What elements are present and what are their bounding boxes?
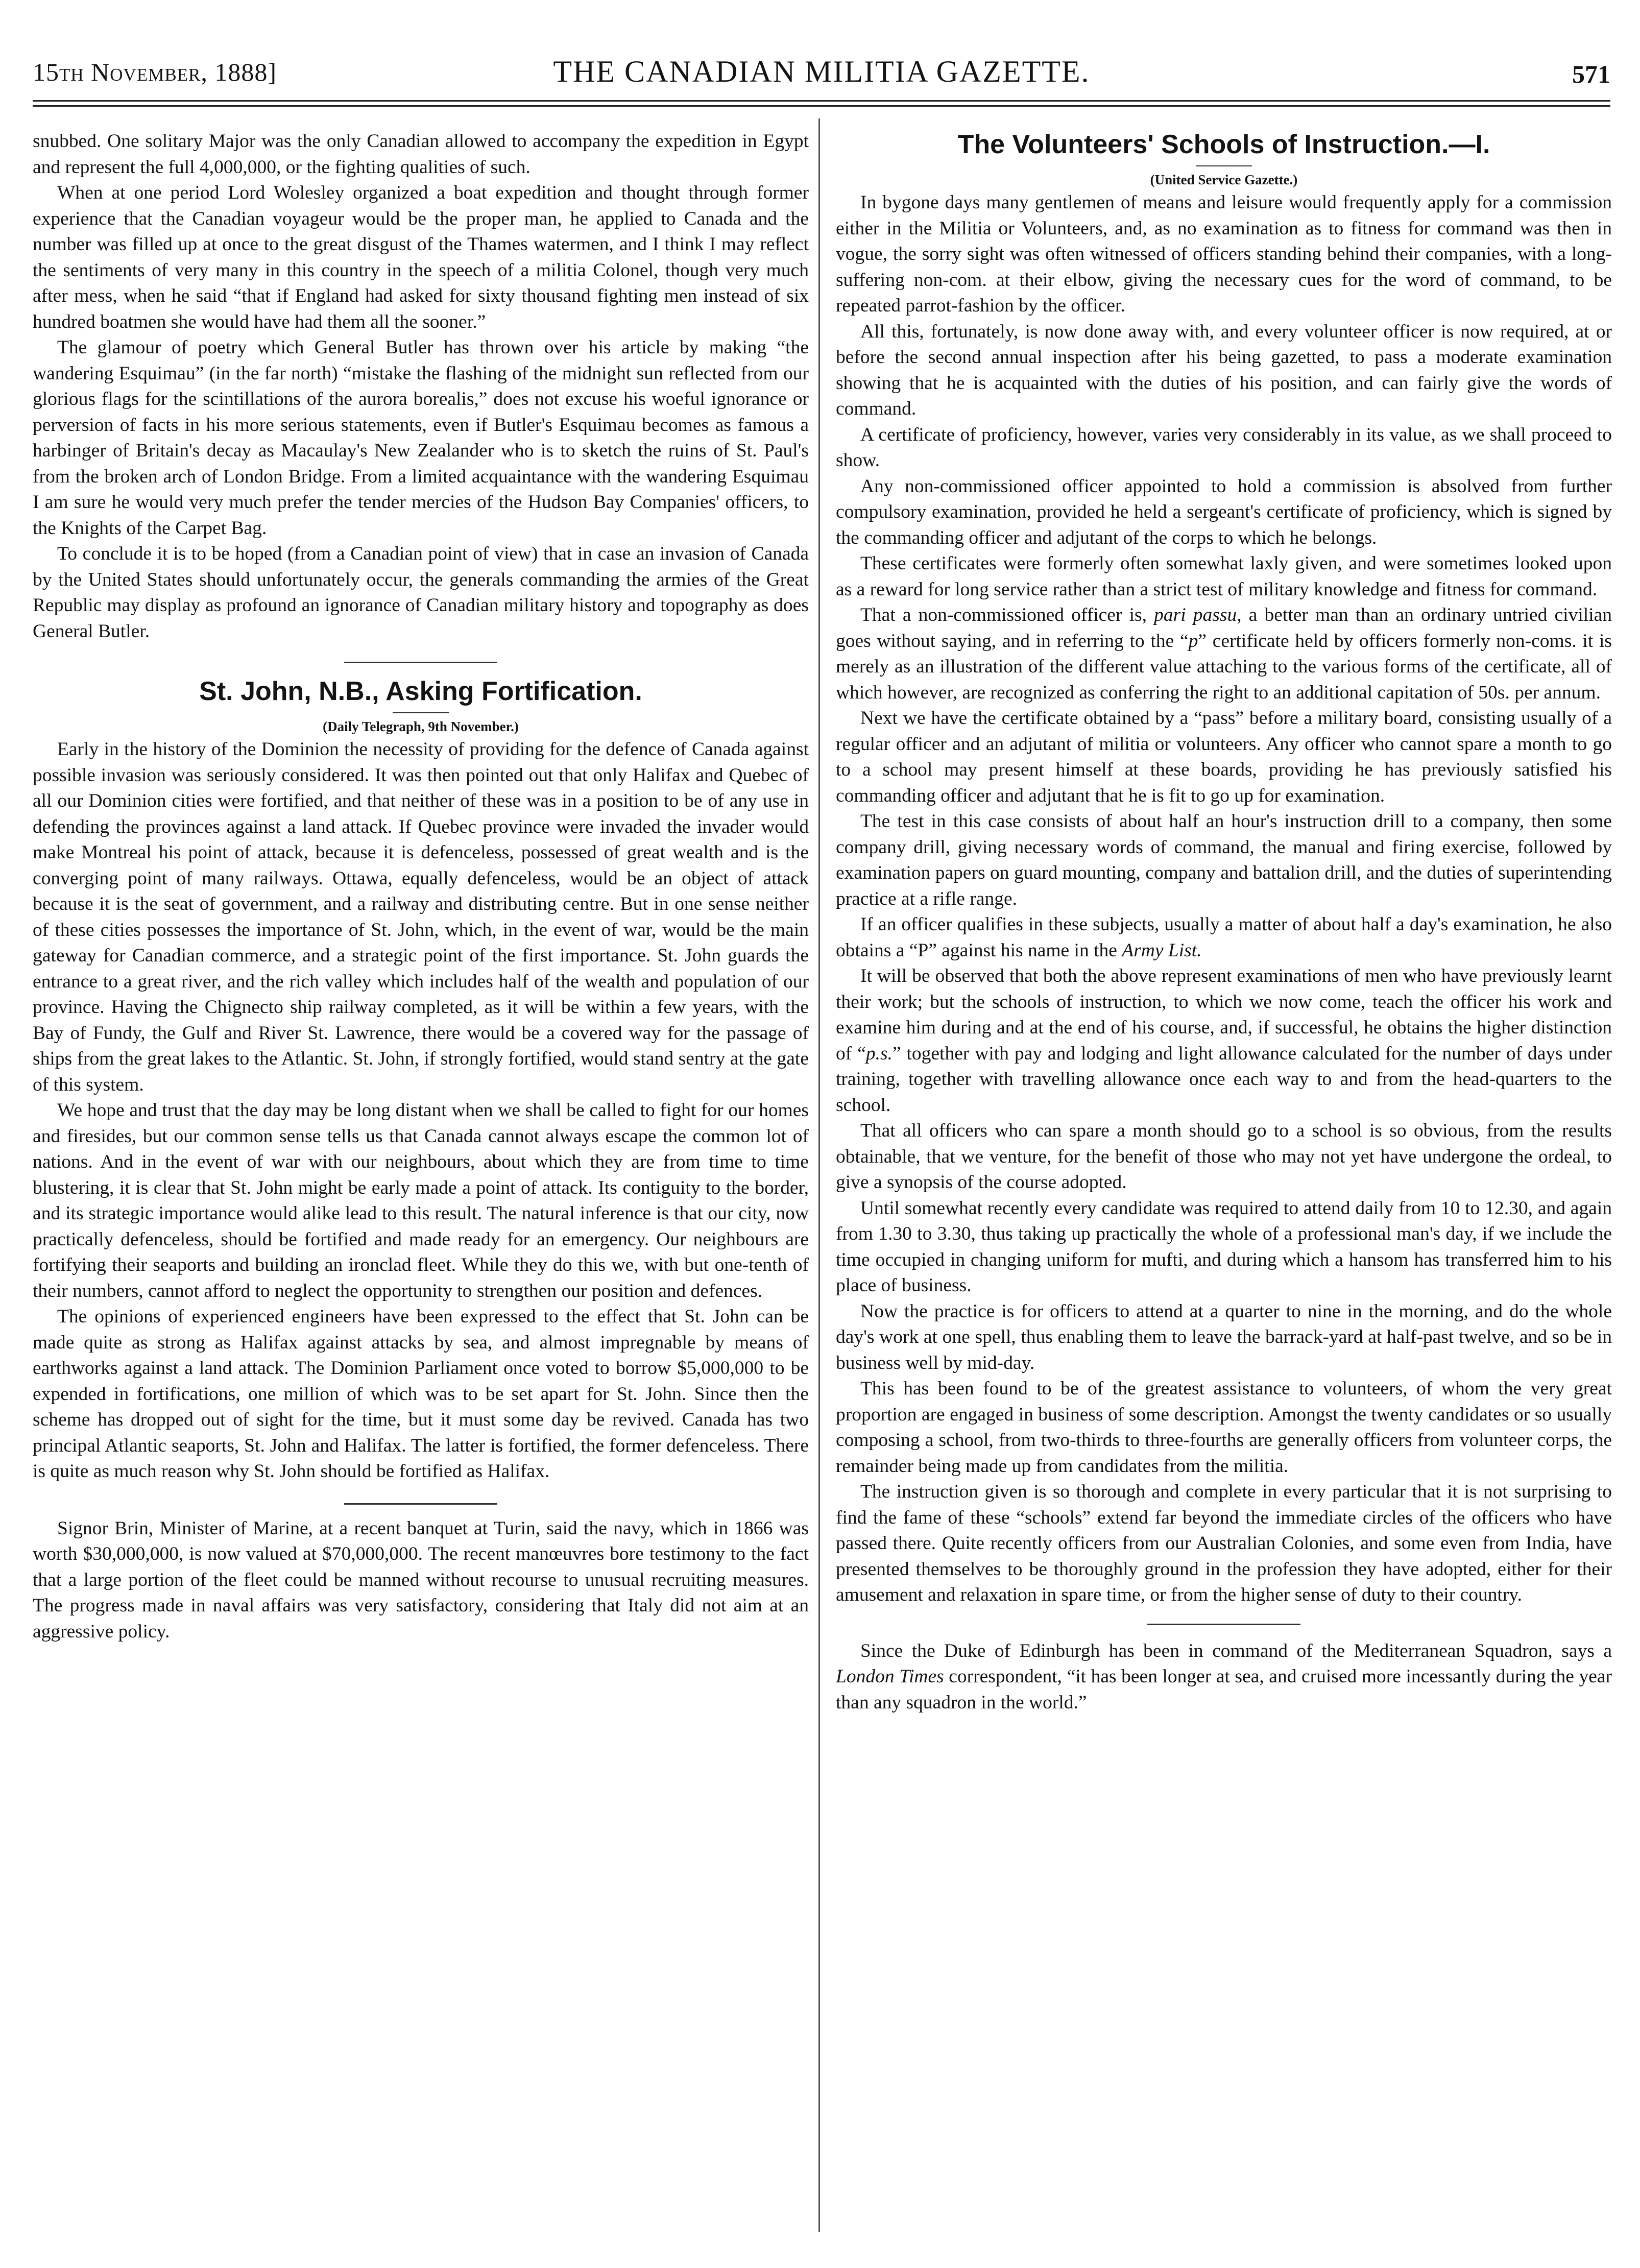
right-column (836, 129, 1612, 1716)
paragraph: The test in this case consists of about half an hour's instruction drill to a company, then some company drill, giving necessary words of command, the manual and firing exercise, followed by examination papers on guard mounting, company and battalion drill, and the duties of superintending practice at a rifle range. (836, 811, 1612, 909)
paragraph (836, 912, 1612, 963)
article-separator (344, 662, 497, 663)
italic-phrase: Army List. (1122, 939, 1202, 961)
paragraph: To conclude it is to be hoped (from a Canadian point of view) that in case an invasion of Canada by the United States should unfortunately occur, the generals commanding the armies of the Great Republic may display as profound an ignorance of Canadian military history and topography as does General Butler. (33, 543, 809, 642)
paragraph: These certificates were formerly often somewhat laxly given, and were sometimes looked upon as a reward for long service rather than a strict test of military knowledge and fitness for command. (836, 553, 1612, 600)
paragraph: When at one period Lord Wolesley organized a boat expedition and thought through former experience that the Canadian voyageur would be the proper man, he applied to Canada and the number was filled up at once to the great disgust of the Thames watermen, and I think I may reflect the sentiments of very many in this country in the speech of a militia Colonel, though very much after mess, when he said “that if England had asked for sixty thousand fighting men instead of six hundred boatmen she would have had them all the sooner.” (33, 182, 809, 332)
article-separator (344, 1503, 497, 1505)
text-run: correspondent, “it has been longer at sea, and cruised more incessantly during the year than any squadron in the world.” (836, 1666, 1612, 1713)
article-title-volunteers-schools: The Volunteers' Schools of Instruction.—I. (957, 130, 1490, 159)
text-run: ” together with pay and lodging and light allowance calculated for the number of days under training, together with travelling allowance once each way to and from the head-quarters to the school. (836, 1043, 1612, 1116)
paragraph: In bygone days many gentlemen of means and leisure would frequently apply for a commission either in the Militia or Volunteers, and, as no examination as to fitness for command was then in vogue, the sorry sight was often witnessed of officers standing behind their companies, with a long-suffering non-com. at their elbow, giving the necessary cues for the word of command, to be repeated parrot-fashion by the officer. (836, 192, 1612, 316)
paragraph: We hope and trust that the day may be long distant when we shall be called to fight for our homes and firesides, but our common sense tells us that Canada cannot always escape the common lot of nations. And in the event of war with our neighbours, about which they are from time to time blustering, it is clear that St. John might be early made a point of attack. Its contiguity to the border, and its strategic importance would alike lead to this result. The natural inference is that our city, now practically defenceless, should be fortified and made ready for an emergency. Our neighbours are fortifying their seaports and building an ironclad fleet. While they do this we, with but one-tenth of their numbers, cannot afford to neglect the opportunity to strengthen our position and defences. (33, 1100, 809, 1301)
text-run: That a non-commissioned officer is, (860, 605, 1154, 625)
paragraph: Next we have the certificate obtained by a “pass” before a military board, consisting usually of a regular officer and an adjutant of militia or volunteers. Any officer who cannot spare a month to go to a school may present himself at these boards, providing he has previously satisfied his commanding officer and adjutant that he is fit to go up for examination. (836, 708, 1612, 806)
masthead (33, 57, 1610, 93)
paragraph: All this, fortunately, is now done away with, and every volunteer officer is now required, at or before the second annual inspection after his being gazetted, to pass a moderate examination showing that he is acquainted with the duties of his position, and can fairly give the words of command. (836, 321, 1612, 419)
news-note-italy-navy: Signor Brin, Minister of Marine, at a recent banquet at Turin, said the navy, which in 1866 was worth $30,000,000, is now valued at $70,000,000. The recent manœuvres bore testimony to the fact that a large portion of the fleet could be manned without recourse to unusual recruiting measures. The progress made in naval affairs was very satisfactory, considering that Italy did not aim at an aggressive policy. (33, 1517, 809, 1642)
left-column (33, 129, 809, 1645)
title-rule (393, 712, 449, 713)
header-rule-top (33, 100, 1610, 102)
text-run: It will be observed that both the above represent examinations of men who have previously learnt their work; but the schools of instruction, to which we now come, teach the officer his work and examine him during and at the end of his course, and, if successful, he obtains the higher distinction of “ (836, 966, 1612, 1064)
paragraph: Now the practice is for officers to attend at a quarter to nine in the morning, and do the whole day's work at one spell, thus enabling them to leave the barrack-yard at half-past twelve, and so be in business well by mid-day. (836, 1300, 1612, 1373)
article-source: (United Service Gazette.) (1150, 172, 1298, 187)
publication-title: THE CANADIAN MILITIA GAZETTE. (553, 55, 1090, 88)
paragraph (836, 963, 1612, 1118)
column-divider (818, 118, 820, 2232)
paragraph: The instruction given is so thorough and complete in every particular that it is not surprising to find the fame of these “schools” extend far beyond the immediate circles of the officers who have passed there. Quite recently officers from our Australian Colonies, and some even from India, have presented themselves to be thoroughly ground in the profession they have adopted, either for their amusement and relaxation in spare time, or from the higher sense of duty to their country. (836, 1481, 1612, 1605)
italic-phrase: p.s. (865, 1043, 893, 1064)
text-run: ” certificate held by officers formerly non-coms. it is merely as an illustration of the different value attaching to the various forms of the certificate, all of which however, are recognized as conferring the right to an additional capitation of 50s. per annum. (836, 630, 1612, 703)
paragraph: Early in the history of the Dominion the necessity of providing for the defence of Canada against possible invasion was seriously considered. It was then pointed out that only Halifax and Quebec of all our Dominion cities were fortified, and that neither of these was in a position to be of any use in defending the provinces against a land attack. If Quebec province were invaded the invader would make Montreal his point of attack, because it is defenceless, possessed of great wealth and is the converging point of many railways. Ottawa, equally defenceless, would be an object of attack because it is the seat of government, and a railway and distributing centre. But in one sense neither of these cities possesses the importance of St. John, which, in the event of war, would be the main gateway for Canadian commerce, and a strategic point of the first importance. St. John guards the entrance to a great river, and the rich valley which includes half of the wealth and population of our province. Having the Chignecto ship railway completed, as it will be within a few years, with the Bay of Fundy, the Gulf and River St. Lawrence, there would be a covered way for the passage of ships from the great lakes to the Atlantic. St. John, if strongly fortified, would stand sentry at the gate of this system. (33, 739, 809, 1095)
page-number: 571 (1572, 60, 1610, 88)
text-run: Since the Duke of Edinburgh has been in command of the Mediterranean Squadron, says a (860, 1640, 1612, 1661)
text-run: If an officer qualifies in these subjects, usually a matter of about half a day's examination, he also obtains a “P” against his name in the (836, 914, 1612, 961)
italic-phrase: pari passu (1154, 605, 1237, 625)
paragraph: A certificate of proficiency, however, varies very considerably in its value, as we shall proceed to show. (836, 424, 1612, 471)
continued-paragraph: snubbed. One solitary Major was the only Canadian allowed to accompany the expedition in Egypt and represent the full 4,000,000, or the fighting qualities of such. (33, 131, 809, 178)
italic-phrase: p (1188, 630, 1198, 652)
paragraph (836, 602, 1612, 706)
header-rule-bottom (33, 105, 1610, 107)
issue-date: 15th November, 1888] (33, 58, 277, 86)
title-rule (1196, 165, 1252, 166)
paragraph: Any non-commissioned officer appointed to hold a commission is absolved from further compulsory examination, provided he held a sergeant's certificate of proficiency, which is signed by the commanding officer and adjutant of the corps to which he belongs. (836, 475, 1612, 548)
paragraph: Until somewhat recently every candidate was required to attend daily from 10 to 12.30, and again from 1.30 to 3.30, thus taking up practically the whole of a professional man's day, if we include the time occupied in changing uniform for mufti, and during which a hansom has transferred him to his place of business. (836, 1197, 1612, 1296)
paragraph: That all officers who can spare a month should go to a school is so obvious, from the results obtainable, that we venture, for the benefit of those who may not yet have undergone the ordeal, to give a synopsis of the course adopted. (836, 1120, 1612, 1193)
paragraph: The glamour of poetry which General Butler has thrown over his article by making “the wandering Esquimau” (in the far north) “mistake the flashing of the midnight sun reflected from our glorious flags for the scintillations of the aurora borealis,” does not excuse his woeful ignorance or perversion of facts in his more serious statements, even if Butler's Esquimau becomes as famous a harbinger of Britain's decay as Macaulay's New Zealander who is to sketch the ruins of St. Paul's from the broken arch of London Bridge. From a limited acquaintance with the wandering Esquimau I am sure he would very much prefer the tender mercies of the Hudson Bay Companies' officers, to the Knights of the Carpet Bag. (33, 337, 809, 539)
paragraph: This has been found to be of the greatest assistance to volunteers, of whom the very great proportion are engaged in business of some description. Amongst the twenty candidates or so usually composing a school, from two-thirds to three-fourths are generally officers from volunteer corps, the remainder being made up from candidates from the militia. (836, 1378, 1612, 1477)
article-source: (Daily Telegraph, 9th November.) (323, 719, 519, 734)
italic-phrase: London Times (836, 1666, 944, 1687)
news-note-duke-of-edinburgh (836, 1638, 1612, 1716)
article-title-st-john: St. John, N.B., Asking Fortification. (199, 677, 642, 706)
paragraph: The opinions of experienced engineers have been expressed to the effect that St. John can be made quite as strong as Halifax against attacks by sea, and almost impregnable by means of earthworks against a land attack. The Dominion Parliament once voted to borrow $5,000,000 to be expended in fortifications, one million of which was to be set apart for St. John. Since then the scheme has dropped out of sight for the time, but it must some day be revived. Canada has two principal Atlantic seaports, St. John and Halifax. The latter is fortified, the former defenceless. There is quite as much reason why St. John should be fortified as Halifax. (33, 1306, 809, 1482)
article-separator (1147, 1624, 1300, 1625)
text-run: , a better man than an ordinary untried civilian goes without saying, and in referring to the “ (836, 605, 1612, 652)
